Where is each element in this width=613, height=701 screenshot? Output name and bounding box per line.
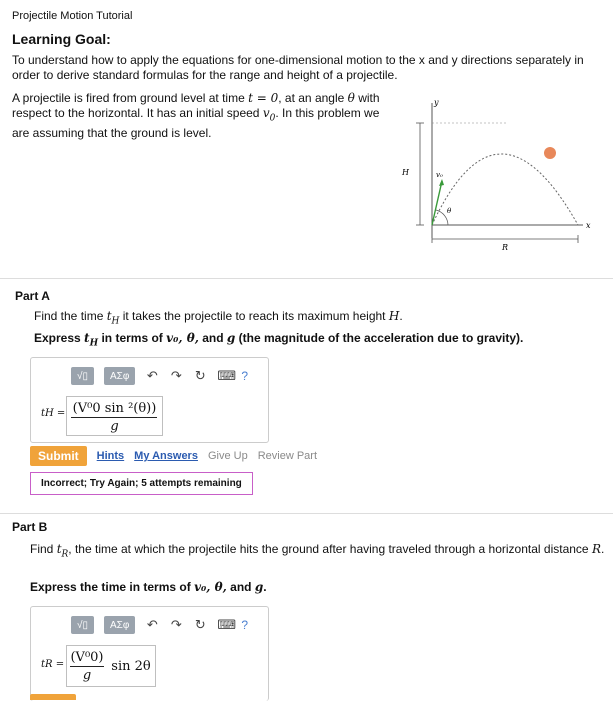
feedback-message: Incorrect; Try Again; 5 attempts remaining [30, 472, 253, 495]
range-label: R [502, 243, 509, 252]
angle-label: θ [447, 207, 452, 215]
answer-numerator: (V⁰0) [70, 650, 104, 665]
height-label: H [402, 168, 409, 177]
redo-icon[interactable]: ↷ [170, 368, 182, 383]
problem-intro: A projectile is fired from ground level at time t = 0, at an angle θ with respect to the horizontal. It has an initial speed $v_0$. In this problem we are assuming that the ground is level. [12, 91, 380, 141]
answer-trailing-term: sin 2θ [111, 659, 151, 674]
answer-variable-label: tH = [41, 408, 66, 419]
part-a-actions [30, 446, 317, 466]
keyboard-icon[interactable]: ⌨ [217, 368, 237, 383]
part-a-question: Find the time $t_H$ it takes the projectile to reach its maximum height H. [34, 309, 403, 327]
x-axis-label: x [586, 221, 591, 230]
answer-numerator: (V⁰0 sin ²(θ)) [72, 401, 157, 416]
help-icon[interactable]: ? [241, 369, 249, 383]
submit-button[interactable]: Submit [30, 446, 87, 466]
reset-icon[interactable]: ↻ [194, 617, 206, 632]
symbols-button[interactable]: ΑΣφ [104, 367, 135, 385]
my-answers-link[interactable]: My Answers [134, 450, 198, 462]
give-up-link[interactable]: Give Up [207, 450, 248, 462]
projectile-ball [544, 147, 556, 159]
part-b-answer-box [30, 606, 269, 701]
help-icon[interactable]: ? [241, 618, 249, 632]
undo-icon[interactable]: ↶ [146, 617, 158, 632]
submit-button-partial[interactable] [30, 694, 76, 700]
learning-goal-heading: Learning Goal: [12, 31, 111, 47]
templates-button[interactable]: √▯ [71, 616, 94, 634]
part-a-heading: Part A [15, 289, 50, 303]
part-b-heading: Part B [12, 520, 48, 534]
templates-button[interactable]: √▯ [71, 367, 94, 385]
answer-denominator: g [110, 419, 119, 434]
velocity-label: v₀ [436, 171, 443, 179]
answer-denominator: g [82, 668, 92, 683]
undo-icon[interactable]: ↶ [146, 368, 158, 383]
part-b-instructions: Express the time in terms of v₀, θ, and g. [30, 580, 267, 594]
redo-icon[interactable]: ↷ [170, 617, 182, 632]
part-a-answer-box [30, 357, 269, 443]
trajectory [432, 154, 578, 225]
projectile-figure [398, 93, 598, 263]
answer-input[interactable] [66, 396, 163, 436]
part-a-instructions: Express $t_H$ in terms of v₀, θ, and g (the magnitude of the acceleration due to gravity). [34, 331, 524, 349]
math-toolbar [71, 366, 248, 386]
y-axis-label: y [434, 98, 439, 107]
hints-link[interactable]: Hints [96, 450, 125, 462]
part-b-question: Find $t_R$, the time at which the projectile hits the ground after having traveled through a horizontal distance R. [30, 542, 605, 560]
velocity-vector [432, 181, 442, 225]
page-title: Projectile Motion Tutorial [12, 10, 133, 22]
separator [0, 278, 613, 279]
symbols-button[interactable]: ΑΣφ [104, 616, 135, 634]
learning-goal-text: To understand how to apply the equations for one-dimensional motion to the x and y directions separately in order to derive standard formulas for the range and height of a projectile. [12, 53, 584, 82]
answer-variable-label: tR = [41, 659, 65, 670]
math-toolbar [71, 615, 248, 635]
keyboard-icon[interactable]: ⌨ [217, 617, 237, 632]
separator [0, 513, 613, 514]
answer-input[interactable] [66, 645, 156, 687]
review-part-link[interactable]: Review Part [257, 450, 318, 462]
reset-icon[interactable]: ↻ [194, 368, 206, 383]
